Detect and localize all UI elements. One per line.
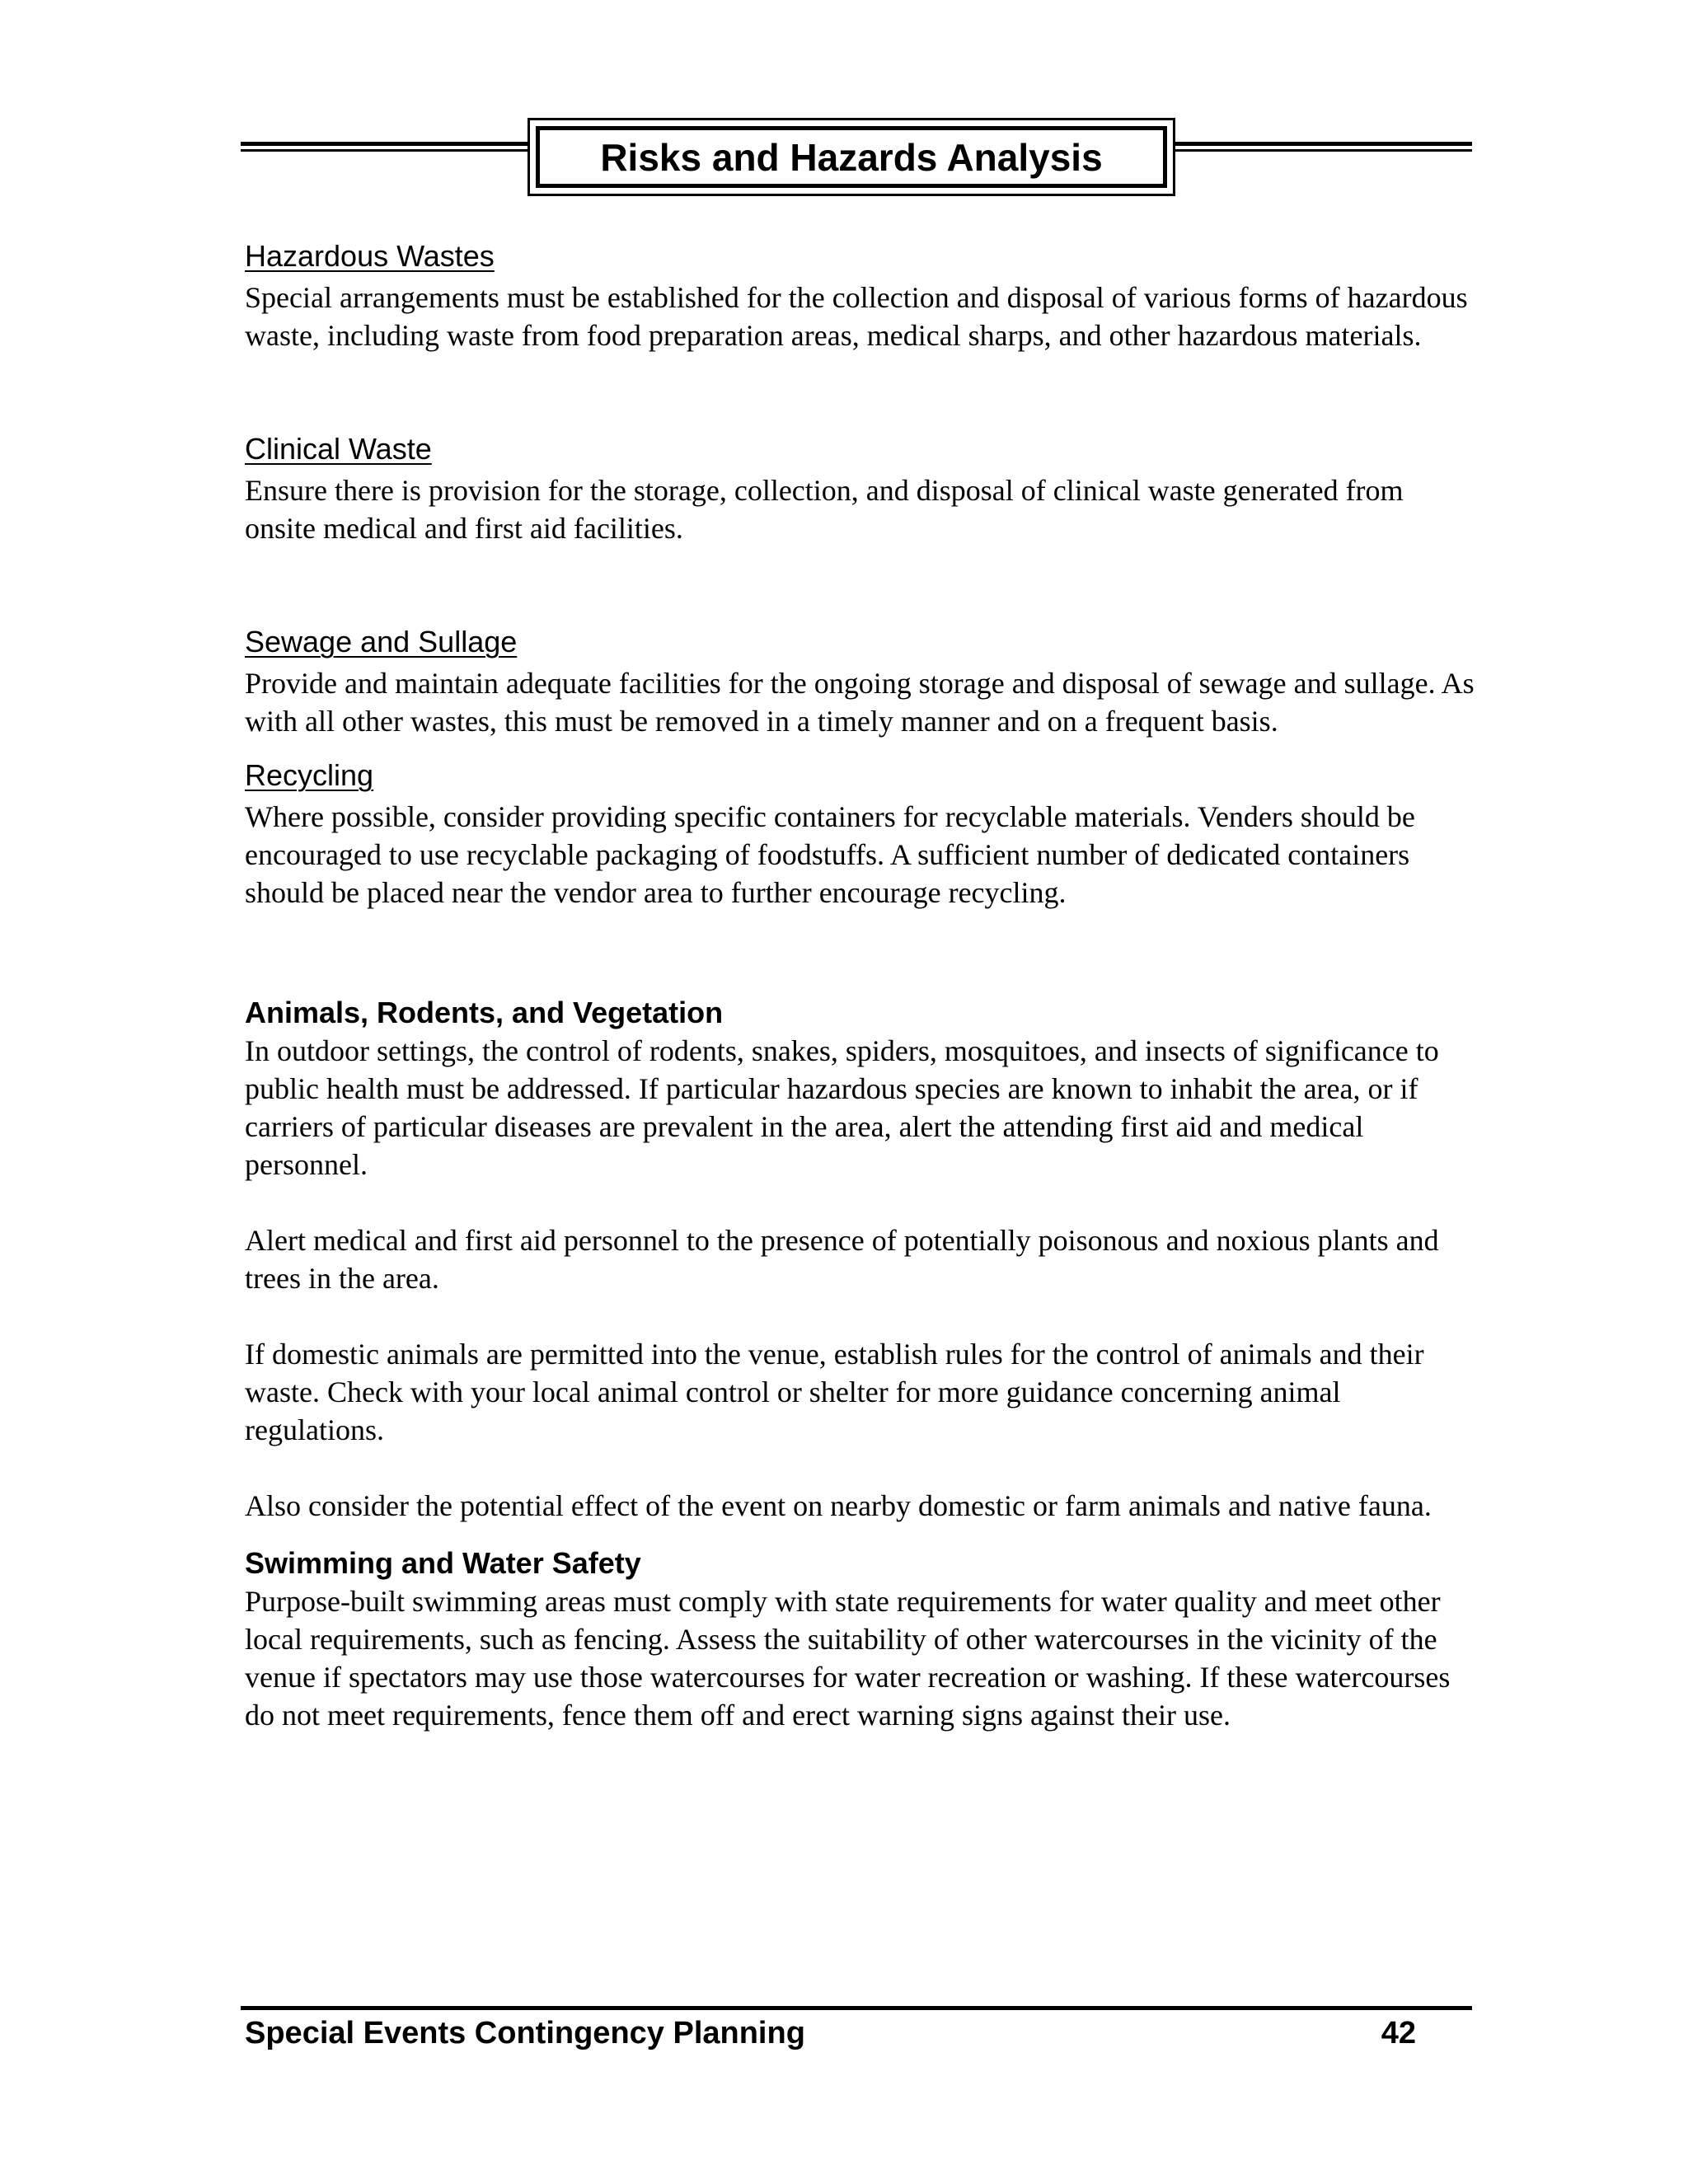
section-heading-recycling: Recycling <box>245 758 374 792</box>
footer-title: Special Events Contingency Planning <box>245 2016 805 2050</box>
section-hazardous-wastes <box>245 237 1481 354</box>
header-rule-left <box>241 142 529 152</box>
section-animals <box>245 994 1481 1525</box>
section-body-sewage: Provide and maintain adequate facilities for the ongoing storage and disposal of sewage and sullage. As with all other wastes, this must be removed in a timely manner and on a frequent basis. <box>245 667 1475 738</box>
page-number: 42 <box>1381 2016 1416 2050</box>
section-body-hazardous-wastes: Special arrangements must be established for the collection and disposal of various forms of hazardous waste, including waste from food preparation areas, medical sharps, and other hazardous materials. <box>245 281 1468 352</box>
section-clinical-waste <box>245 430 1481 547</box>
header-banner <box>528 118 1175 196</box>
section-heading-swimming: Swimming and Water Safety <box>245 1546 641 1580</box>
section-body-swimming: Purpose-built swimming areas must comply with state requirements for water quality and meet other local requirements, such as fencing. Assess the suitability of other watercourses in the vicinity of the venue if spectators may use those watercourses for water recreation or washing. If these watercourses do not meet requirements, fence them off and erect warning signs against their use. <box>245 1585 1451 1732</box>
section-body-recycling: Where possible, consider providing specific containers for recyclable materials. Venders should be encouraged to use recyclable packaging of foodstuffs. A sufficient number of dedicated containers should be placed near the vendor area to further encourage recycling. <box>245 800 1415 909</box>
section-heading-animals: Animals, Rodents, and Vegetation <box>245 996 724 1029</box>
page-content <box>245 237 1481 1734</box>
section-swimming <box>245 1544 1481 1734</box>
section-heading-hazardous-wastes: Hazardous Wastes <box>245 239 495 273</box>
section-heading-clinical-waste: Clinical Waste <box>245 432 432 466</box>
section-paragraph: If domestic animals are permitted into the venue, establish rules for the control of animals and their waste. Check with your local animal control or shelter for more guidance concerning animal regulations. <box>245 1338 1424 1446</box>
header-banner-inner <box>536 126 1167 188</box>
section-sewage <box>245 623 1481 740</box>
header-rule-right <box>1175 142 1472 152</box>
footer-rule <box>241 2006 1472 2010</box>
section-paragraph: In outdoor settings, the control of rodents, snakes, spiders, mosquitoes, and insects of significance to public health must be addressed. If particular hazardous species are known to inhabit the area, or if carriers of particular diseases are prevalent in the area, alert the attending first aid and medical personnel. <box>245 1034 1439 1181</box>
section-body-clinical-waste: Ensure there is provision for the storage, collection, and disposal of clinical waste generated from onsite medical and first aid facilities. <box>245 474 1404 545</box>
section-paragraph: Alert medical and first aid personnel to the presence of potentially poisonous and noxious plants and trees in the area. <box>245 1224 1439 1295</box>
section-recycling <box>245 757 1481 912</box>
section-paragraph: Also consider the potential effect of the event on nearby domestic or farm animals and native fauna. <box>245 1489 1432 1522</box>
section-heading-sewage: Sewage and Sullage <box>245 625 518 658</box>
page-title: Risks and Hazards Analysis <box>600 135 1103 179</box>
